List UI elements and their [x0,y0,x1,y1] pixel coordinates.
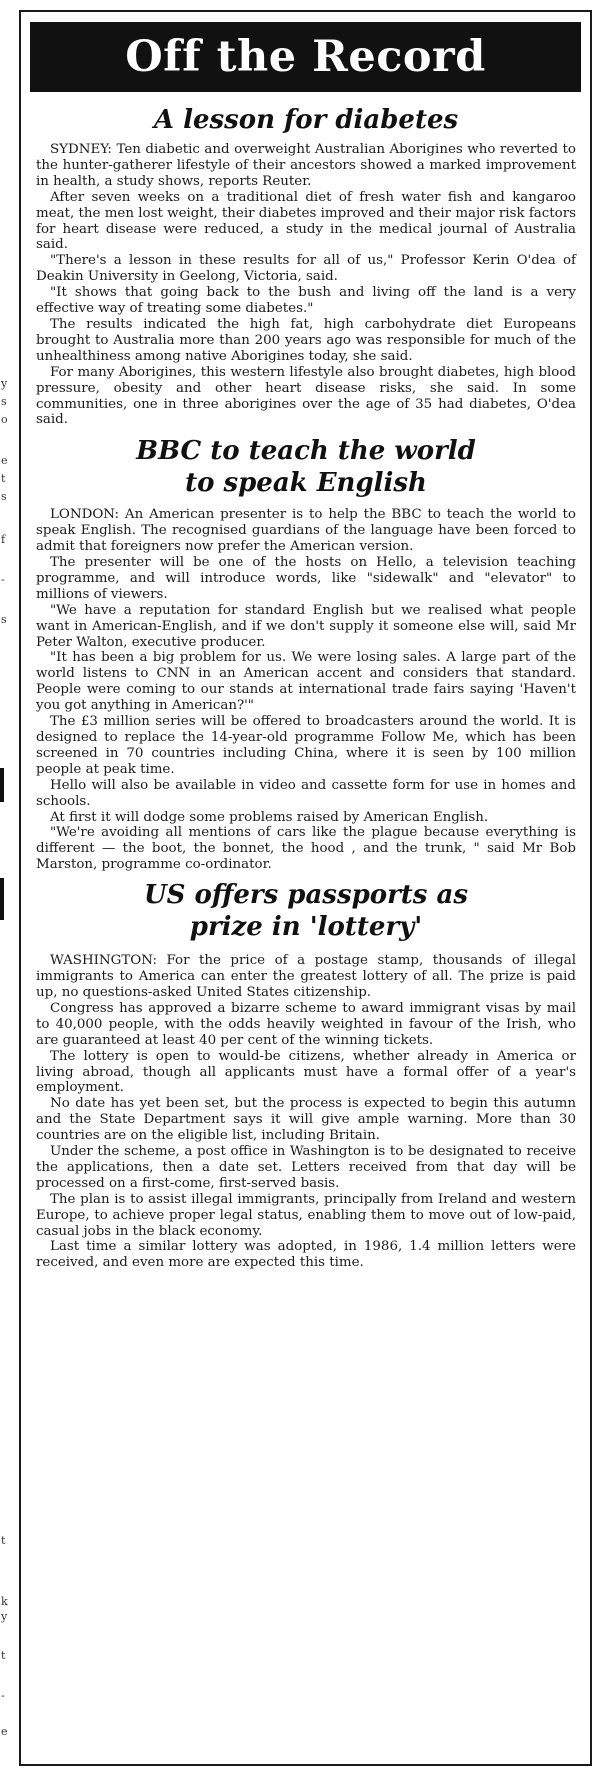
edge-fragment: - [1,573,5,586]
story-paragraph: "It has been a big problem for us. We were losing sales. A large part of the world listens to CNN in an American accent and considers that standard. People were coming to our stands at international trade fairs saying 'Haven't you got anything in American?'" [36,650,576,714]
story-paragraph: For many Aborigines, this western lifestyle also brought diabetes, high blood pressure, obesity and other heart disease risks, she said. In some communities, one in three aborigines over the age of 35 had diabetes, O'dea said. [36,364,576,428]
story-paragraph: No date has yet been set, but the process is expected to begin this autumn and the State Department says it will give ample warning. More than 30 countries are on the eligible list, including Britain. [36,1096,576,1144]
edge-fragment: t [1,1534,6,1547]
edge-fragment: o [1,413,8,426]
story-paragraph: "We have a reputation for standard English but we realised what people want in American-English, and if we don't supply it someone else will, said Mr Peter Walton, executive producer. [36,602,576,650]
edge-bar [0,878,4,920]
edge-fragment: t [1,472,6,485]
edge-fragment: s [1,395,7,408]
edge-fragment: e [1,454,8,467]
story-paragraph: "We're avoiding all mentions of cars like the plague because everything is different — the boot, the bonnet, the hood , and the trunk, " said Mr Bob Marston, programme co-ordinator. [36,825,576,873]
edge-fragment: y [1,1610,8,1623]
story-paragraph: The presenter will be one of the hosts on Hello, a television teaching programme, and will introduce words, like "sidewalk" and "elevator" to millions of viewers. [36,555,576,602]
story-paragraph: At first it will dodge some problems raised by American English. [50,809,489,825]
edge-fragment: y [1,377,8,390]
edge-fragment: s [1,490,7,503]
headline-line: US offers passports as [144,880,468,911]
story-bbc-english [36,435,576,873]
article-box [19,10,592,1766]
masthead-banner: Off the Record [30,22,581,92]
story-paragraph: "There's a lesson in these results for all of us," Professor Kerin O'dea of Deakin University in Geelong, Victoria, said. [36,253,576,285]
story-paragraph: The plan is to assist illegal immigrants, principally from Ireland and western Europe, to achieve proper legal status, enabling them to move out of low-paid, casual jobs in the black economy. [36,1191,576,1239]
headline-line: to speak English [185,468,427,499]
headline-line: BBC to teach the world [136,436,476,467]
story-headline [36,879,576,943]
edge-fragment: e [1,1725,8,1738]
story-paragraph: The £3 million series will be offered to broadcasters around the world. It is designed to replace the 14-year-old programme Follow Me, which has been screened in 70 countries including China, where it is seen by 100 million people at peak time. [36,714,576,777]
story-paragraph: The lottery is open to would-be citizens, whether already in America or living abroad, though all applicants must have a formal offer of a year's employment. [36,1048,576,1096]
adjacent-column-edge [0,0,14,1771]
edge-fragment: s [1,613,7,626]
headline-line: A lesson for diabetes [153,105,459,135]
article-column [36,104,576,1271]
edge-fragment: k [1,1595,8,1608]
story-paragraph: SYDNEY: Ten diabetic and overweight Australian Aborigines who reverted to the hunter-gatherer lifestyle of their ancestors showed a marked improvement in health, a study shows, reports Reuter. [36,142,576,189]
story-paragraph: Under the scheme, a post office in Washington is to be designated to receive the applications, then a date set. Letters received from that day will be processed on a first-come, first-served basis. [36,1144,576,1191]
story-headline [36,104,576,136]
story-diabetes [36,104,576,428]
story-headline [36,435,576,499]
edge-fragment: f [1,533,6,546]
story-paragraph: Hello will also be available in video and cassette form for use in homes and schools. [36,777,576,809]
story-paragraph: The results indicated the high fat, high carbohydrate diet Europeans brought to Australia more than 200 years ago was responsible for much of the unhealthiness among native Aborigines today, she said. [36,316,576,364]
story-paragraph: LONDON: An American presenter is to help the BBC to teach the world to speak English. The recognised guardians of the language have been forced to admit that foreigners now prefer the American version. [36,507,576,555]
story-paragraph: Congress has approved a bizarre scheme to award immigrant visas by mail to 40,000 people, with the odds heavily weighted in favour of the Irish, who are guaranteed at least 40 per cent of the winning tickets. [36,1000,576,1048]
edge-fragment: - [1,1689,5,1702]
edge-bar [0,768,4,802]
story-paragraph: After seven weeks on a traditional diet of fresh water fish and kangaroo meat, the men lost weight, their diabetes improved and their major risk factors for heart disease were reduced, a study in the medical journal of Australia said. [36,189,576,253]
story-paragraph: "It shows that going back to the bush and living off the land is a very effective way of treating some diabetes." [36,285,576,317]
story-us-lottery [36,879,576,1271]
headline-line: prize in 'lottery' [189,912,423,943]
edge-fragment: t [1,1649,6,1662]
story-paragraph: Last time a similar lottery was adopted, in 1986, 1.4 million letters were received, and even more are expected this time. [36,1239,576,1271]
story-paragraph: WASHINGTON: For the price of a postage stamp, thousands of illegal immigrants to America can enter the greatest lottery of all. The prize is paid up, no questions-asked United States citizenship. [36,953,576,1000]
